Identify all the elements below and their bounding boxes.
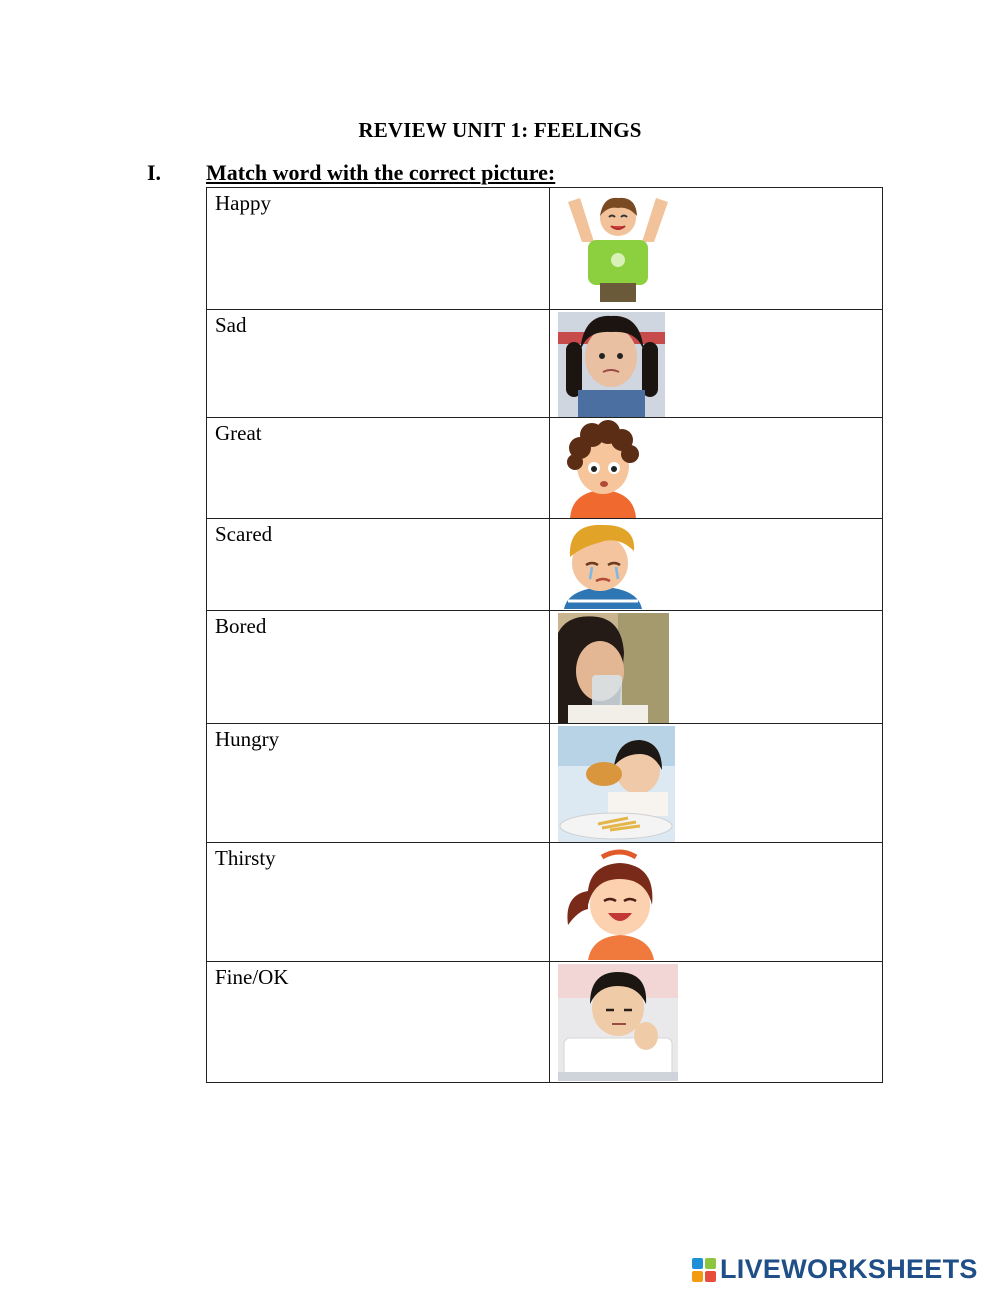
picture-cell	[550, 188, 883, 310]
table-row	[207, 962, 883, 1083]
logo-mark-icon	[692, 1258, 716, 1282]
table-row	[207, 611, 883, 724]
table-row	[207, 519, 883, 611]
table-row	[207, 188, 883, 310]
section-title: Match word with the correct picture:	[206, 160, 556, 185]
picture-cell	[550, 310, 883, 418]
table-row	[207, 418, 883, 519]
logo-text: LIVEWORKSHEETS	[720, 1254, 978, 1284]
word-great[interactable]: Great	[215, 421, 262, 445]
word-thirsty[interactable]: Thirsty	[215, 846, 276, 870]
cartoon-boy-crying-image[interactable]	[558, 521, 648, 609]
word-cell	[207, 962, 550, 1083]
word-cell	[207, 310, 550, 418]
word-cell	[207, 611, 550, 724]
cartoon-girl-laughing-image[interactable]	[558, 845, 676, 960]
section-number: I.	[147, 160, 162, 185]
word-cell	[207, 843, 550, 962]
word-sad[interactable]: Sad	[215, 313, 247, 337]
worksheet-title: REVIEW UNIT 1: FEELINGS	[358, 118, 642, 142]
word-cell	[207, 519, 550, 611]
table-row	[207, 843, 883, 962]
liveworksheets-logo	[692, 1254, 978, 1285]
table-row	[207, 724, 883, 843]
picture-cell	[550, 611, 883, 724]
picture-cell	[550, 724, 883, 843]
word-bored[interactable]: Bored	[215, 614, 267, 638]
cartoon-boy-arms-raised-image[interactable]	[558, 190, 678, 302]
word-hungry[interactable]: Hungry	[215, 727, 280, 751]
word-fine-ok[interactable]: Fine/OK	[215, 965, 289, 989]
cartoon-boy-curly-hair-image[interactable]	[558, 420, 648, 518]
word-cell	[207, 188, 550, 310]
word-happy[interactable]: Happy	[215, 191, 271, 215]
word-scared[interactable]: Scared	[215, 522, 273, 546]
picture-cell	[550, 962, 883, 1083]
word-cell	[207, 724, 550, 843]
picture-cell	[550, 418, 883, 519]
table-row	[207, 310, 883, 418]
matching-table	[206, 187, 883, 1083]
word-cell	[207, 418, 550, 519]
picture-cell	[550, 843, 883, 962]
photo-girl-eating-image[interactable]	[558, 726, 675, 842]
photo-girl-drinking-water-image[interactable]	[558, 613, 669, 723]
photo-girl-worried-image[interactable]	[558, 312, 665, 417]
photo-boy-bored-image[interactable]	[558, 964, 678, 1081]
picture-cell	[550, 519, 883, 611]
